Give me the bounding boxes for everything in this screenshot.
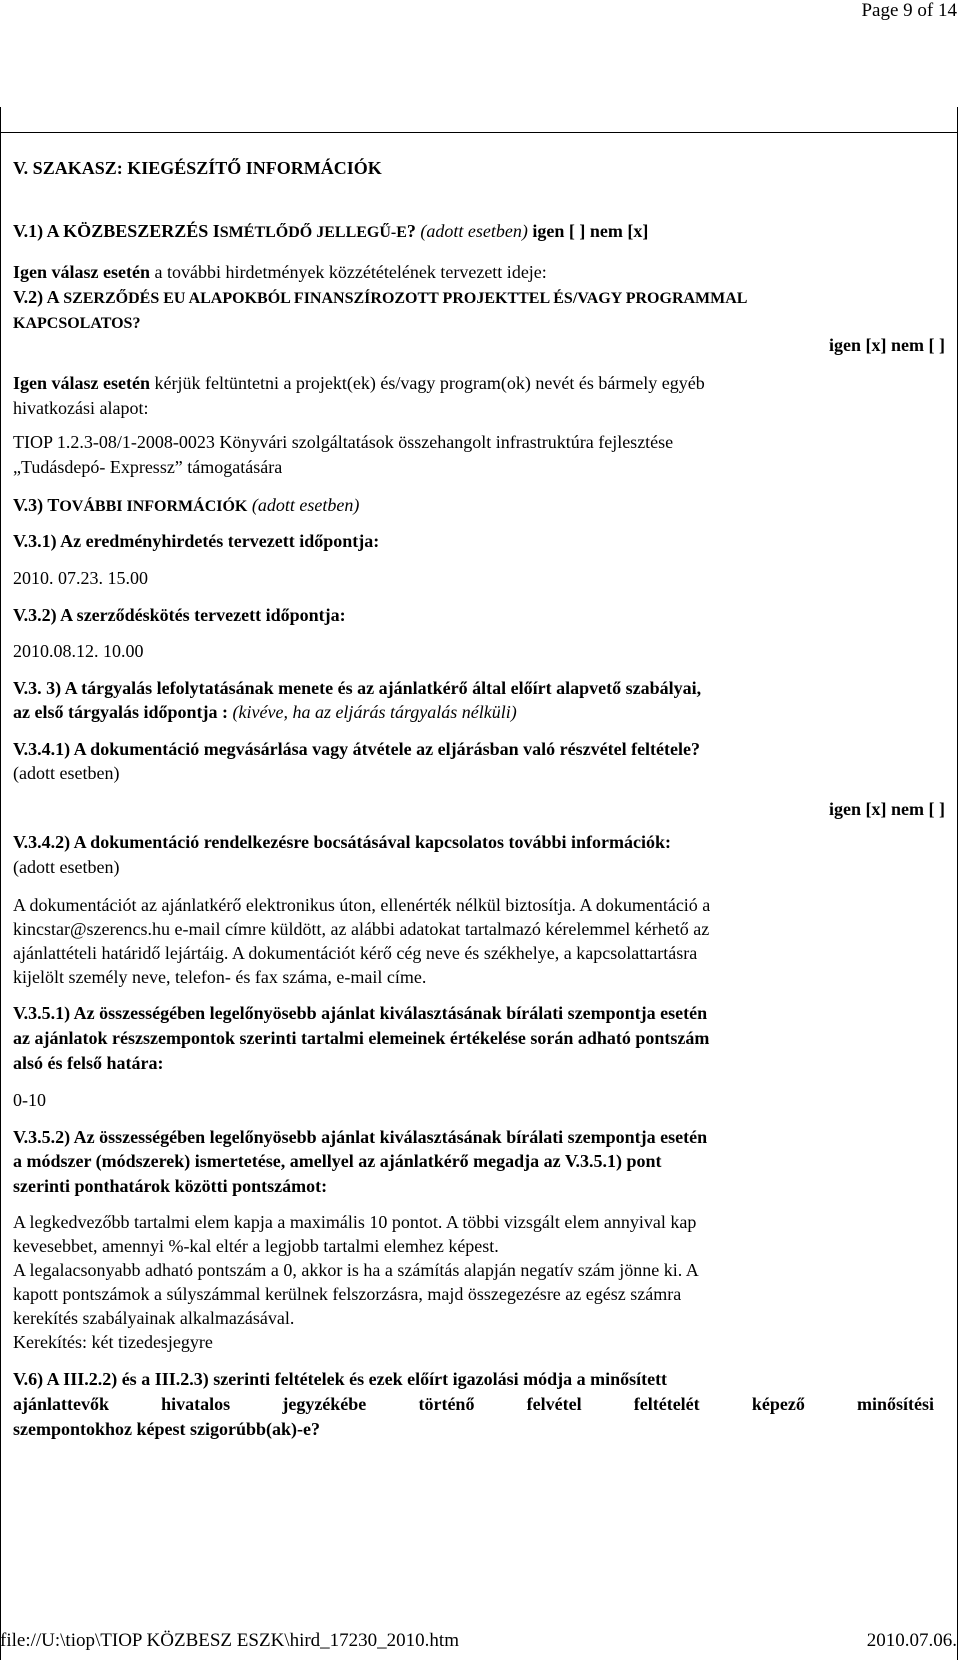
v32-label: V.3.2) A szerződéskötés tervezett időpontja: <box>13 605 346 625</box>
method-text-line: Kerekítés: két tizedesjegyre <box>13 1332 213 1352</box>
v6-line: szempontokhoz képest szigorúbb(ak)-e? <box>13 1419 321 1439</box>
v2-answer: igen [x] nem [ ] <box>829 335 945 355</box>
v2-project-line2: „Tudásdepó- Expressz” támogatására <box>13 457 283 477</box>
v33-line1: V.3. 3) A tárgyalás lefolytatásának menete és az ajánlatkérő által előírt alapvető szabályai, <box>13 678 702 698</box>
doc-text-line: kijelölt személy neve, telefon- és fax száma, e-mail címe. <box>13 967 427 987</box>
v341-line1: V.3.4.1) A dokumentáció megvásárlása vagy átvétele az eljárásban való részvétel feltétele? <box>13 739 701 759</box>
v31-label: V.3.1) Az eredményhirdetés tervezett időpontja: <box>13 531 380 551</box>
v31-value: 2010. 07.23. 15.00 <box>13 568 148 588</box>
v2-title-line2: KAPCSOLATOS? <box>13 315 141 332</box>
v6-line: V.6) A III.2.2) és a III.2.3) szerinti feltételek és ezek előírt igazolási módja a minősített <box>13 1369 668 1389</box>
method-text-line: kapott pontszámok a súlyszámmal kerülnek felszorzásra, majd összegezésre az egész számra <box>13 1284 682 1304</box>
doc-text-line: A dokumentációt az ajánlatkérő elektronikus úton, ellenérték nélkül biztosítja. A dokumentáció a <box>13 895 711 915</box>
v352-line: szerinti ponthatárok közötti pontszámot: <box>13 1176 328 1196</box>
v3-title: V.3) TOVÁBBI INFORMÁCIÓK (adott esetben) <box>13 495 360 515</box>
v1-followup: Igen válasz esetén a további hirdetmények közzétételének tervezett ideje: <box>13 262 547 282</box>
footer-file-path: file://U:\tiop\TIOP KÖZBESZ ESZK\hird_17230_2010.htm <box>0 1630 459 1651</box>
v2-instruction-line2: hivatkozási alapot: <box>13 398 149 418</box>
method-text-line: kerekítés szabályainak alkalmazásával. <box>13 1308 295 1328</box>
doc-text-line: ajánlattételi határidő lejártáig. A dokumentációt kérő cég neve és székhelye, a kapcsolattartásra <box>13 943 698 963</box>
page-number: Page 9 of 14 <box>861 0 957 21</box>
box-top-divider <box>0 132 958 133</box>
v6-line: ajánlattevők hivatalos jegyzékébe történő felvétel feltételét képező minősítési <box>13 1394 934 1414</box>
v352-line: a módszer (módszerek) ismertetése, amellyel az ajánlatkérő megadja az V.3.5.1) pont <box>13 1151 662 1171</box>
v2-instruction: Igen válasz esetén kérjük feltüntetni a projekt(ek) és/vagy program(ok) nevét és bármely egyéb <box>13 373 705 393</box>
v342-line2: (adott esetben) <box>13 857 120 877</box>
method-text-line: A legalacsonyabb adható pontszám a 0, akkor is ha a számítás alapján negatív szám jönne ki. A <box>13 1260 699 1280</box>
v2-title: V.2) A SZERZŐDÉS EU ALAPOKBÓL FINANSZÍROZOTT PROJEKTTEL ÉS/VAGY PROGRAMMAL <box>13 287 748 307</box>
v351-value: 0-10 <box>13 1090 46 1110</box>
method-text-line: kevesebbet, amennyi %-kal eltér a legjobb tartalmi elemhez képest. <box>13 1236 499 1256</box>
v351-line: V.3.5.1) Az összességében legelőnyösebb ajánlat kiválasztásának bírálati szempontja esetén <box>13 1003 708 1023</box>
v352-line: V.3.5.2) Az összességében legelőnyösebb ajánlat kiválasztásának bírálati szempontja esetén <box>13 1127 708 1147</box>
v351-line: alsó és felső határa: <box>13 1053 164 1073</box>
v32-value: 2010.08.12. 10.00 <box>13 641 144 661</box>
v1-question: V.1) A KÖZBESZERZÉS ISMÉTLŐDŐ JELLEGŰ-E? (adott esetben) igen [ ] nem [x] <box>13 221 649 241</box>
method-text-line: A legkedvezőbb tartalmi elem kapja a maximális 10 pontot. A többi vizsgált elem annyival kap <box>13 1212 697 1232</box>
v351-line: az ajánlatok részszempontok szerinti tartalmi elemeinek értékelése során adható pontszám <box>13 1028 710 1048</box>
doc-text-line: kincstar@szerencs.hu e-mail címre küldött, az alábbi adatokat tartalmazó kérelemmel kérhető az <box>13 919 710 939</box>
v33-line2: az első tárgyalás időpontja : (kivéve, ha az eljárás tárgyalás nélküli) <box>13 702 517 722</box>
footer-date: 2010.07.06. <box>866 1630 957 1651</box>
section-heading: V. SZAKASZ: KIEGÉSZÍTŐ INFORMÁCIÓK <box>13 158 382 178</box>
v2-project-line1: TIOP 1.2.3-08/1-2008-0023 Könyvári szolgáltatások összehangolt infrastruktúra fejlesztése <box>13 432 674 452</box>
v342-line1: V.3.4.2) A dokumentáció rendelkezésre bocsátásával kapcsolatos további információk: <box>13 832 672 852</box>
v341-line2: (adott esetben) <box>13 763 120 783</box>
v341-answer: igen [x] nem [ ] <box>829 799 945 819</box>
